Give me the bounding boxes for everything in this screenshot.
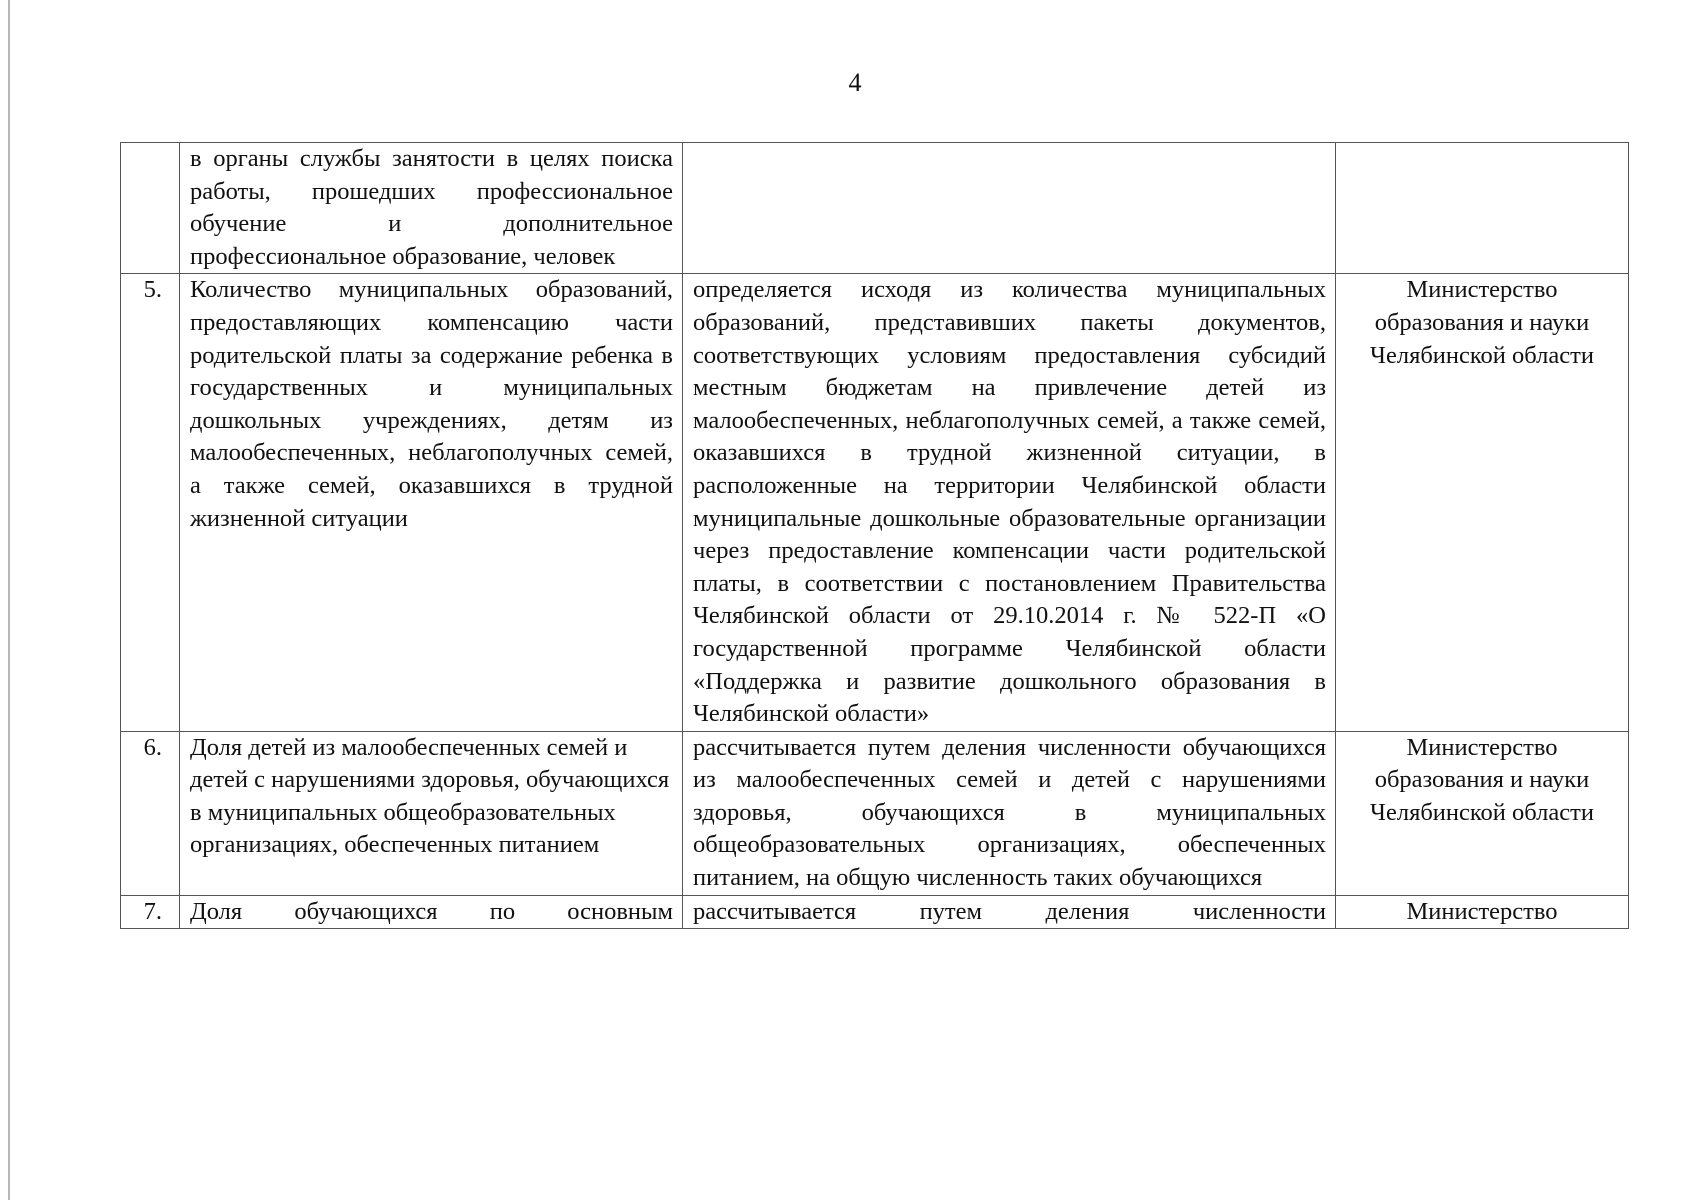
row-number-text: 7. (143, 897, 162, 925)
table-row (121, 143, 1629, 274)
calculation-method: определяется исходя из количества муниципальных образований, представивших пакеты документов, соответствующих условиям предоставления субсидий местным бюджетам на привлечение детей из малообеспеченных, неблагополучных семей, а также семей, оказавшихся в трудной жизненной ситуации, в расположенные на территории Челябинской области муниципальные дошкольные образовательные организации через предоставление компенсации части родительской платы, в соответствии с постановлением Правительства Челябинской области от 29.10.2014 г. № 522-П «О государственной программе Челябинской области «Поддержка и развитие дошкольного образования в Челябинской области» (683, 274, 1336, 731)
responsible-body (1336, 895, 1629, 928)
row-number: 5. (121, 274, 180, 731)
scan-edge-shadow (8, 0, 10, 1200)
table-row (121, 895, 1629, 928)
calculation-method (683, 143, 1336, 274)
indicators-table (120, 142, 1629, 929)
indicator-name: Количество муниципальных образований, предоставляющих компенсацию части родительской платы за содержание ребенка в государственных и муниципальных дошкольных учреждениях, детям из малообеспеченных, неблагополучных семей, а также семей, оказавшихся в трудной жизненной ситуации (180, 274, 683, 731)
calculation-method: рассчитывается путем деления численности обучающихся из малообеспеченных семей и детей с нарушениями здоровья, обучающихся в муниципальных общеобразовательных организациях, обеспеченных питанием, на общую численность таких обучающихся (683, 731, 1336, 895)
page-number: 4 (848, 68, 862, 97)
indicator-name (180, 895, 683, 928)
calculation-method-text: рассчитывается путем деления численности (693, 897, 1326, 925)
indicator-name: в органы службы занятости в целях поиска работы, прошедших профессиональное обучение и дополнительное профессиональное образование, человек (180, 143, 683, 274)
row-number (121, 143, 180, 274)
responsible-body-text: Министерство (1406, 897, 1558, 925)
responsible-body: Министерство образования и науки Челябинской области (1336, 274, 1629, 731)
table-row (121, 274, 1629, 731)
row-number (121, 895, 180, 928)
table-row (121, 731, 1629, 895)
indicator-name: Доля детей из малообеспеченных семей и детей с нарушениями здоровья, обучающихся в муниципальных общеобразовательных организациях, обеспеченных питанием (180, 731, 683, 895)
responsible-body (1336, 143, 1629, 274)
calculation-method (683, 895, 1336, 928)
row-number: 6. (121, 731, 180, 895)
indicator-name-text: Доля обучающихся по основным (190, 897, 673, 925)
responsible-body: Министерство образования и науки Челябинской области (1336, 731, 1629, 895)
